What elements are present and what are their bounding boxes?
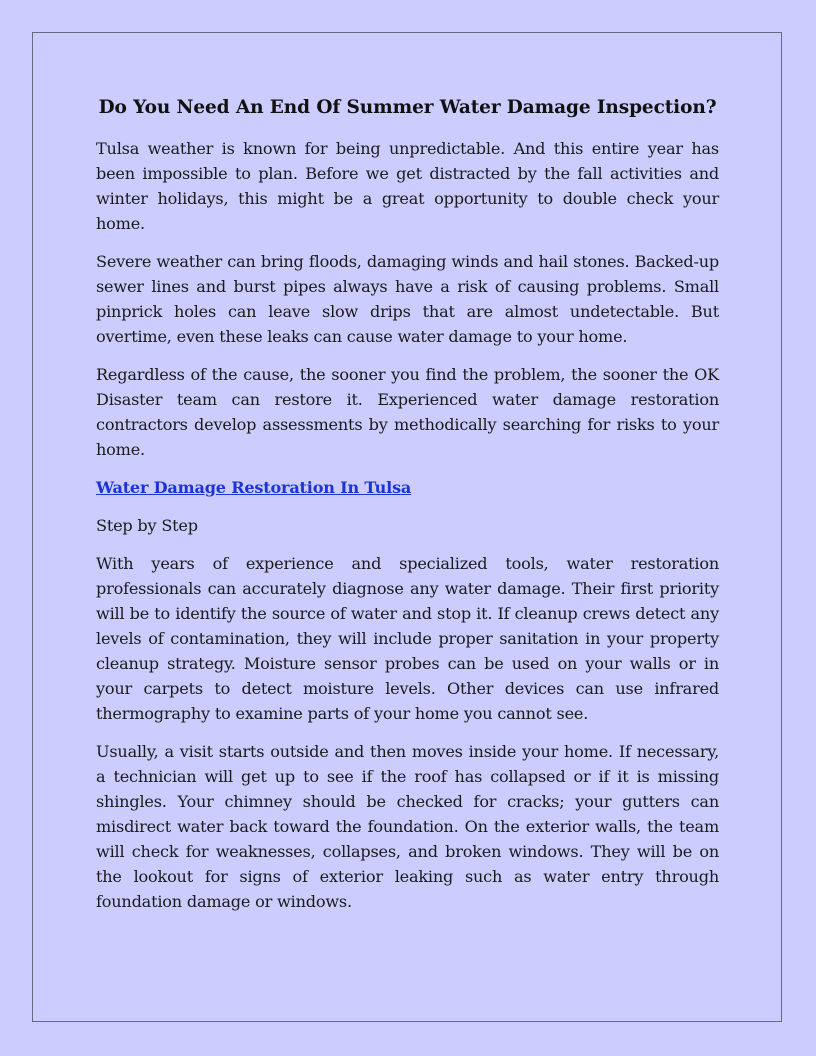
document-body — [96, 94, 719, 927]
water-damage-restoration-link[interactable]: Water Damage Restoration In Tulsa — [96, 478, 412, 497]
paragraph-intro-2: Severe weather can bring floods, damaging winds and hail stones. Backed-up sewer lines and burst pipes always have a risk of causing problems. Small pinprick holes can leave slow drips that are almost undetectable. But overtime, even these leaks can cause water damage to your home. — [96, 252, 719, 346]
subheading-step-by-step: Step by Step — [96, 516, 198, 535]
paragraph-intro-3: Regardless of the cause, the sooner you find the problem, the sooner the OK Disaster team can restore it. Experienced water damage restoration contractors develop assessments by methodically searching for risks to your home. — [96, 365, 719, 459]
page-title: Do You Need An End Of Summer Water Damage Inspection? — [98, 97, 717, 118]
paragraph-body-1: With years of experience and specialized tools, water restoration professionals can accurately diagnose any water damage. Their first priority will be to identify the source of water and stop it. If cleanup crews detect any levels of contamination, they will include proper sanitation in your property cleanup strategy. Moisture sensor probes can be used on your walls or in your carpets to detect moisture levels. Other devices can use infrared thermography to examine parts of your home you cannot see. — [96, 554, 719, 723]
link-paragraph — [96, 475, 719, 500]
paragraph-body-2: Usually, a visit starts outside and then moves inside your home. If necessary, a technician will get up to see if the roof has collapsed or if it is missing shingles. Your chimney should be checked for cracks; your gutters can misdirect water back toward the foundation. On the exterior walls, the team will check for weaknesses, collapses, and broken windows. They will be on the lookout for signs of exterior leaking such as water entry through foundation damage or windows. — [96, 742, 719, 911]
paragraph-intro-1: Tulsa weather is known for being unpredictable. And this entire year has been impossible to plan. Before we get distracted by the fall activities and winter holidays, this might be a great opportunity to double check your home. — [96, 139, 719, 233]
